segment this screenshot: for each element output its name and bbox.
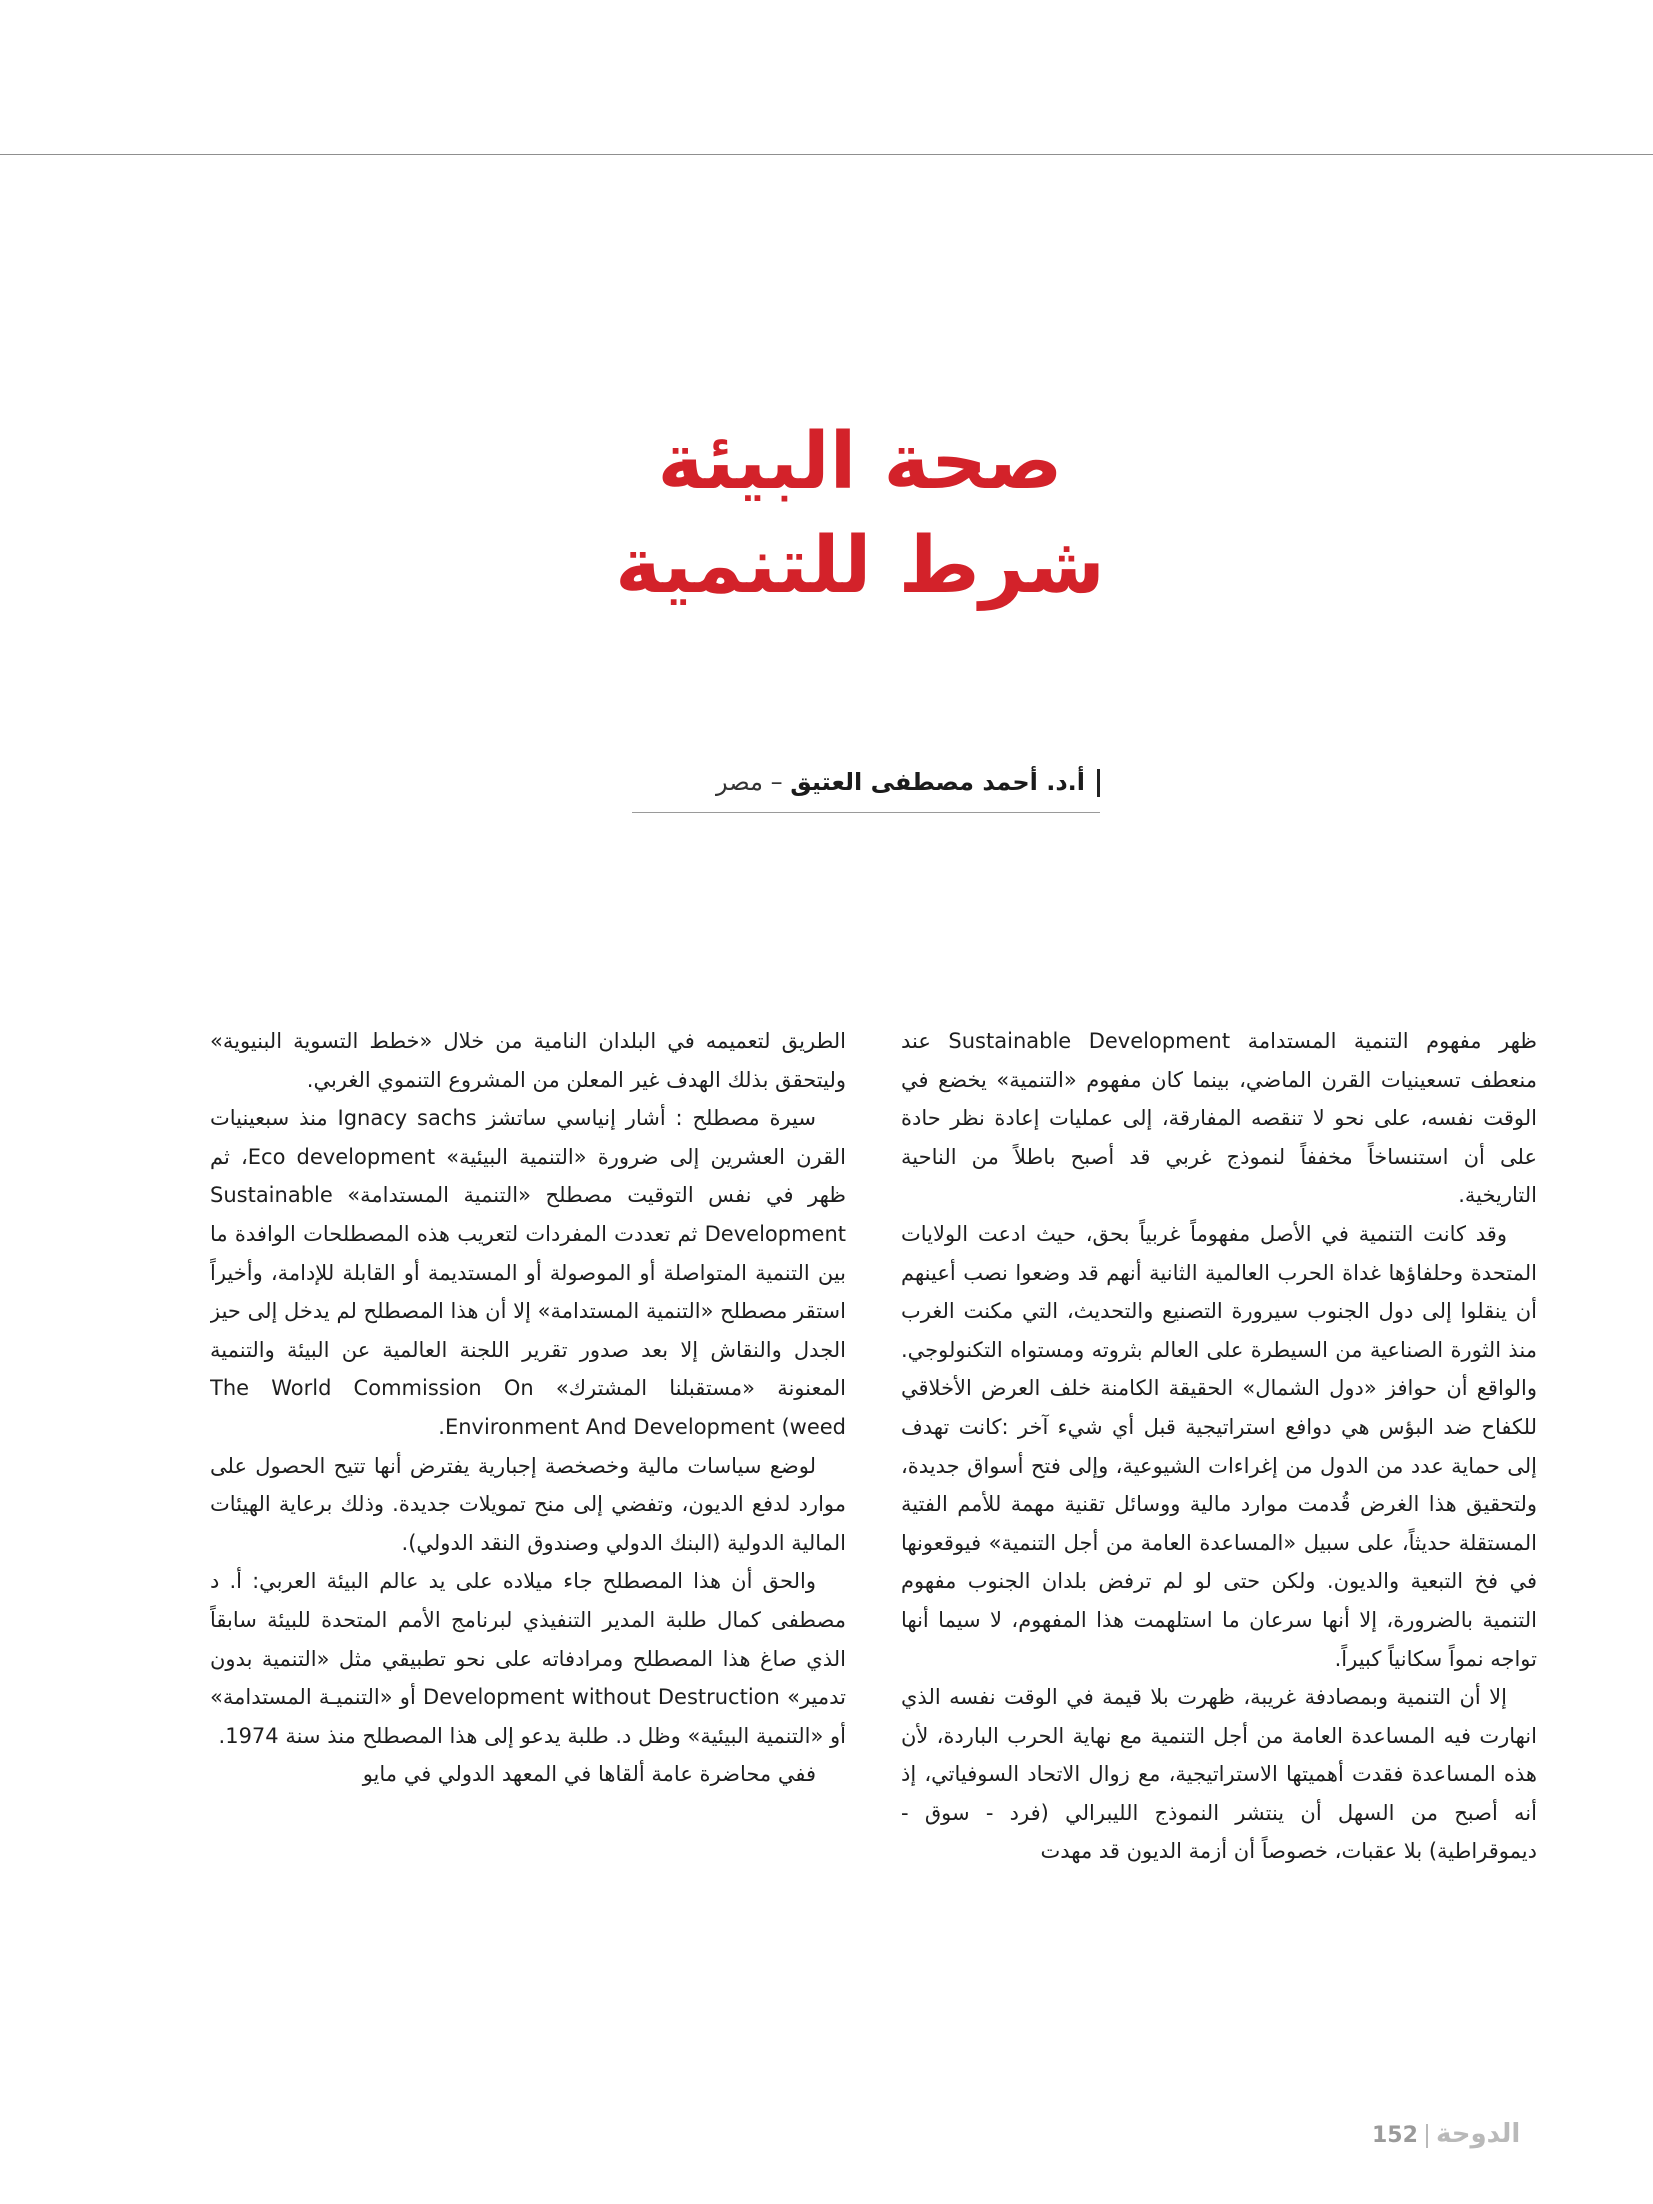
page-number: 152: [1372, 2123, 1418, 2148]
byline: [632, 766, 1100, 813]
footer-separator: [1426, 2124, 1428, 2148]
author-name: أ.د. أحمد مصطفى العتيق: [790, 768, 1085, 796]
text-column-left: [210, 1022, 846, 2052]
paragraph: إلا أن التنمية وبمصادفة غريبة، ظهرت بلا قيمة في الوقت نفسه الذي انهارت فيه المساعدة العامة من أجل التنمية مع نهاية الحرب الباردة، لأن هذه المساعدة فقدت أهميتها الاستراتيجية، مع زوال الاتحاد السوفياتي، إذ أنه أصبح من السهل أن ينتشر النموذج الليبرالي (فرد - سوق - ديموقراطية) بلا عقبات، خصوصاً أن أزمة الديون قد مهدت: [901, 1685, 1537, 1864]
paragraph: ظهر مفهوم التنمية المستدامة Sustainable Development عند منعطف تسعينيات القرن الماضي، بينما كان مفهوم «التنمية» يخضع في الوقت نفسه، على نحو لا تنقصه المفارقة، إلى عمليات إعادة نظر حادة على أن استنساخاً مخففاً لنموذج غربي قد أصبح باطلاً من الناحية التاريخية.: [901, 1029, 1537, 1208]
paragraph: وقد كانت التنمية في الأصل مفهوماً غربياً بحق، حيث ادعت الولايات المتحدة وحلفاؤها غداة الحرب العالمية الثانية أنهم قد وضعوا نصب أعينهم أن ينقلوا إلى دول الجنوب سيرورة التصنيع والتحديث، التي مكنت الغرب منذ الثورة الصناعية من السيطرة على العالم بثروته ومستواه التكنولوجي. والواقع أن حوافز «دول الشمال» الحقيقة الكامنة خلف العرض الأخلاقي للكفاح ضد البؤس هي دوافع استراتيجية قبل أي شيء آخر :كانت تهدف إلى حماية عدد من الدول من إغراءات الشيوعية، وإلى فتح أسواق جديدة، ولتحقيق هذا الغرض قُدمت موارد مالية ووسائل تقنية مهمة للأمم الفتية المستقلة حديثاً، على سبيل «المساعدة العامة من أجل التنمية» فيوقعونها في فخ التبعية والديون. ولكن حتى لو لم ترفض بلدان الجنوب مفهوم التنمية بالضرورة، إلا أنها سرعان ما استلهمت هذا المفهوم، لا سيما أنها تواجه نمواً سكانياً كبيراً.: [901, 1221, 1537, 1671]
page-footer: [1372, 2114, 1532, 2154]
paragraph: والحق أن هذا المصطلح جاء ميلاده على يد عالم البيئة العربي: أ. د مصطفى كمال طلبة المدير التنفيذي لبرنامج الأمم المتحدة للبيئة سابقاً الذي صاغ هذا المصطلح ومرادفاته على نحو تطبيقي مثل «التنمية بدون تدمير» Development without Destruction أو «التنميـة المستدامة» أو «التنمية البيئية» وظل د. طلبة يدعو إلى هذا المصطلح منذ سنة 1974.: [210, 1569, 846, 1748]
paragraph: الطريق لتعميمه في البلدان النامية من خلال «خطط التسوية البنيوية» وليتحقق بذلك الهدف غير المعلن من المشروع التنموي الغربي.: [210, 1029, 846, 1092]
byline-bar: [1097, 769, 1100, 797]
title-line-1: صحة البيئة: [657, 417, 1063, 507]
paragraph: لوضع سياسات مالية وخصخصة إجبارية يفترض أنها تتيح الحصول على موارد لدفع الديون، وتفضي إلى منح تمويلات جديدة. وذلك برعاية الهيئات المالية الدولية (البنك الدولي وصندوق النقد الدولي).: [210, 1453, 846, 1555]
magazine-name: الدوحة: [1435, 2119, 1521, 2149]
text-column-right: [901, 1022, 1537, 2052]
article-title: [480, 410, 1240, 618]
paragraph: ففي محاضرة عامة ألقاها في المعهد الدولي في مايو: [362, 1762, 816, 1787]
title-line-2: شرط للتنمية: [615, 521, 1105, 611]
author-country: – مصر: [716, 768, 783, 796]
paragraph: سيرة مصطلح : أشار إنياسي ساتشز Ignacy sachs منذ سبعينيات القرن العشرين إلى ضرورة «التنمية البيئية» Eco development، ثم ظهر في نفس التوقيت مصطلح «التنمية المستدامة» Sustainable Development ثم تعددت المفردات لتعريب هذه المصطلحات الوافدة ما بين التنمية المتواصلة أو الموصولة أو المستديمة أو القابلة للإدامة، وأخيراً استقر مصطلح «التنمية المستدامة» إلا أن هذا المصطلح لم يدخل إلى حيز الجدل والنقاش إلا بعد صدور تقرير اللجنة العالمية عن البيئة والتنمية المعنونة «مستقبلنا المشترك» The World Commission On Environment And Development (weed.: [210, 1106, 846, 1439]
header-rule: [0, 154, 1653, 155]
